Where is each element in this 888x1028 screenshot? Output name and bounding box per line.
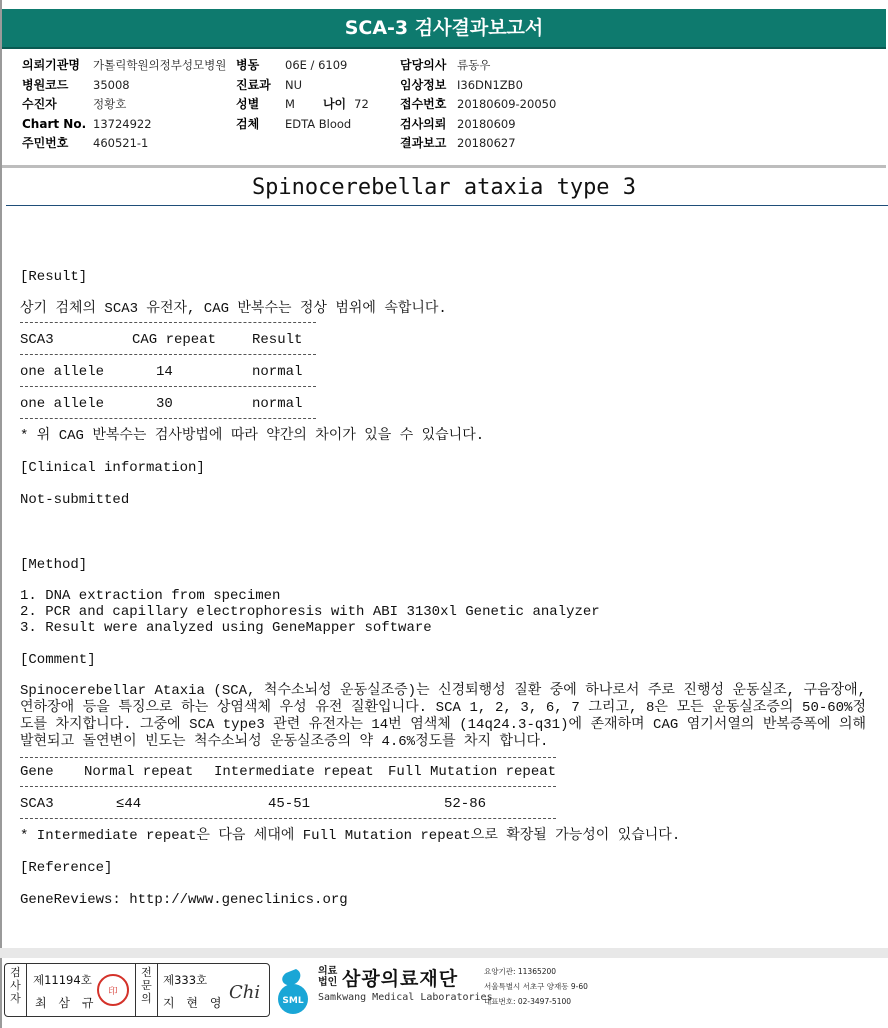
signature-box [4,963,270,1017]
label-age: 나이 [322,97,347,111]
label-department: 진료과 [236,77,271,92]
label-resident-no: 주민번호 [22,136,69,150]
result-note: * 위 CAG 반복수는 검사방법에 따라 약간의 차이가 있을 수 있습니다. [20,428,485,444]
reviewer-license-no: 제333호 [163,973,208,987]
label-ward: 병동 [236,58,260,72]
label-sex: 성별 [236,97,260,111]
reviewer-label: 전 문 의 [136,964,158,1016]
examiner-label: 검 사 자 [5,964,27,1016]
value-specimen: EDTA Blood [285,116,352,131]
value-sex: M [285,97,295,111]
label-physician: 담당의사 [400,58,447,72]
result-header-gene: SCA3 [20,332,54,348]
lab-logo-block [270,960,588,1018]
title-underline [6,205,888,206]
gene-row-gene: SCA3 [20,796,54,812]
gene-row-full-mutation: 52-86 [444,796,487,812]
label-requesting-institution: 의뢰기관명 [22,58,80,72]
comment-paragraph: Spinocerebellar Ataxia (SCA, 척수소뇌성 운동실조증)는 신경퇴행성 질환 중에 하나로서 주로 진행성 운동실조, 구음장애, 연하장애 등을 특징으로 하는 상염색체 우성 유전 질환입니다. SCA 1, 2, 3, 6, 7 그리고, 8은 모든 운동실조증의 50-60%정도를 차지합니다. 그중에 SCA type3 관련 유전자는 14번 염색체 (14q24.3-q31)에 존재하며 CAG 염기서열의 반복증폭에 의해 발현되고 돌연변이 빈도는 척수소뇌성 운동실조증의 약 4.6%정도를 차지 합니다. [20,683,866,750]
value-requesting-institution: 가톨릭학원의정부성모병원 [93,58,227,72]
report-title-bar: SCA-3 검사결과보고서 [2,9,886,49]
result-row-2-cag: 30 [156,396,173,412]
result-table-rule [20,354,316,355]
result-summary: 상기 검체의 SCA3 유전자, CAG 반복수는 정상 범위에 속합니다. [20,301,447,317]
result-row-1-cag: 14 [156,364,173,380]
gene-table-rule [20,818,556,819]
patient-info-col1 [22,56,226,154]
sml-logo-text: SML [282,996,304,1006]
method-step-3: 3. Result were analyzed using GeneMapper software [20,620,432,636]
window-edge [0,0,2,1028]
corp-type: 의료 법인 [318,966,338,988]
label-hospital-code: 병원코드 [22,77,69,92]
gene-table-rule [20,757,556,758]
gene-header-normal: Normal repeat [84,764,194,780]
value-physician: 류동우 [457,58,491,72]
method-heading: [Method] [20,557,88,573]
examiner-license-no: 제11194호 [33,973,92,987]
label-request-date: 검사의뢰 [400,116,447,131]
result-table-rule [20,322,316,323]
corp-name: 삼광의료재단 [342,968,459,990]
result-row-2-allele: one allele [20,396,105,412]
value-resident-no: 460521-1 [93,136,149,150]
value-clinical-info: I36DN1ZB0 [457,77,523,92]
value-request-date: 20180609 [457,116,516,131]
value-chart-no: 13724922 [93,116,152,131]
result-header-result: Result [252,332,303,348]
corp-contact-info: 요양기관: 11365200 서울특별시 서초구 양재동 9-60 대표번호: 02-3497-5100 [484,967,588,1006]
gene-header-intermediate: Intermediate repeat [214,764,374,780]
gene-row-normal: ≤44 [116,796,142,812]
result-heading: [Result] [20,269,88,285]
label-specimen: 검체 [236,116,260,131]
label-clinical-info: 임상정보 [400,77,447,92]
comment-note: * Intermediate repeat은 다음 세대에 Full Mutation repeat으로 확장될 가능성이 있습니다. [20,828,681,844]
corp-english-name: Samkwang Medical Laboratories [318,992,493,1003]
result-table-rule [20,418,316,419]
value-age: 72 [354,97,369,111]
examiner-name: 최 삼 규 [35,996,98,1010]
gene-header-full-mutation: Full Mutation repeat [388,764,557,780]
value-ward: 06E / 6109 [285,58,348,72]
result-table-rule [20,386,316,387]
method-step-1: 1. DNA extraction from specimen [20,588,281,604]
label-patient: 수진자 [22,97,57,111]
reviewer-signature: Chi [229,982,261,1003]
label-chart-no: Chart No. [22,116,87,131]
value-patient: 정황호 [93,97,127,111]
label-receipt-no: 접수번호 [400,97,447,111]
clinical-text: Not-submitted [20,492,130,508]
result-header-cag: CAG repeat [132,332,217,348]
header-separator [2,165,886,168]
result-row-2-result: normal [252,396,303,412]
method-step-2: 2. PCR and capillary electrophoresis with ABI 3130xl Genetic analyzer [20,604,600,620]
footer-band [0,948,888,958]
value-report-date: 20180627 [457,136,516,150]
gene-table-rule [20,786,556,787]
result-row-1-allele: one allele [20,364,105,380]
gene-row-intermediate: 45-51 [268,796,311,812]
patient-info-col2 [236,56,369,134]
document-title: Spinocerebellar ataxia type 3 [251,175,637,200]
patient-info-col3 [400,56,556,154]
gene-header-gene: Gene [20,764,54,780]
seal-stamp-icon: 印 [97,974,129,1006]
reviewer-name: 지 현 영 [163,996,226,1010]
reference-text: GeneReviews: http://www.geneclinics.org [20,892,348,908]
result-row-1-result: normal [252,364,303,380]
label-report-date: 결과보고 [400,136,447,150]
value-hospital-code: 35008 [93,77,130,92]
sml-logo-icon [274,963,312,1015]
value-department: NU [285,77,303,92]
clinical-heading: [Clinical information] [20,460,205,476]
reference-heading: [Reference] [20,860,113,876]
value-receipt-no: 20180609-20050 [457,97,557,111]
comment-heading: [Comment] [20,652,96,668]
